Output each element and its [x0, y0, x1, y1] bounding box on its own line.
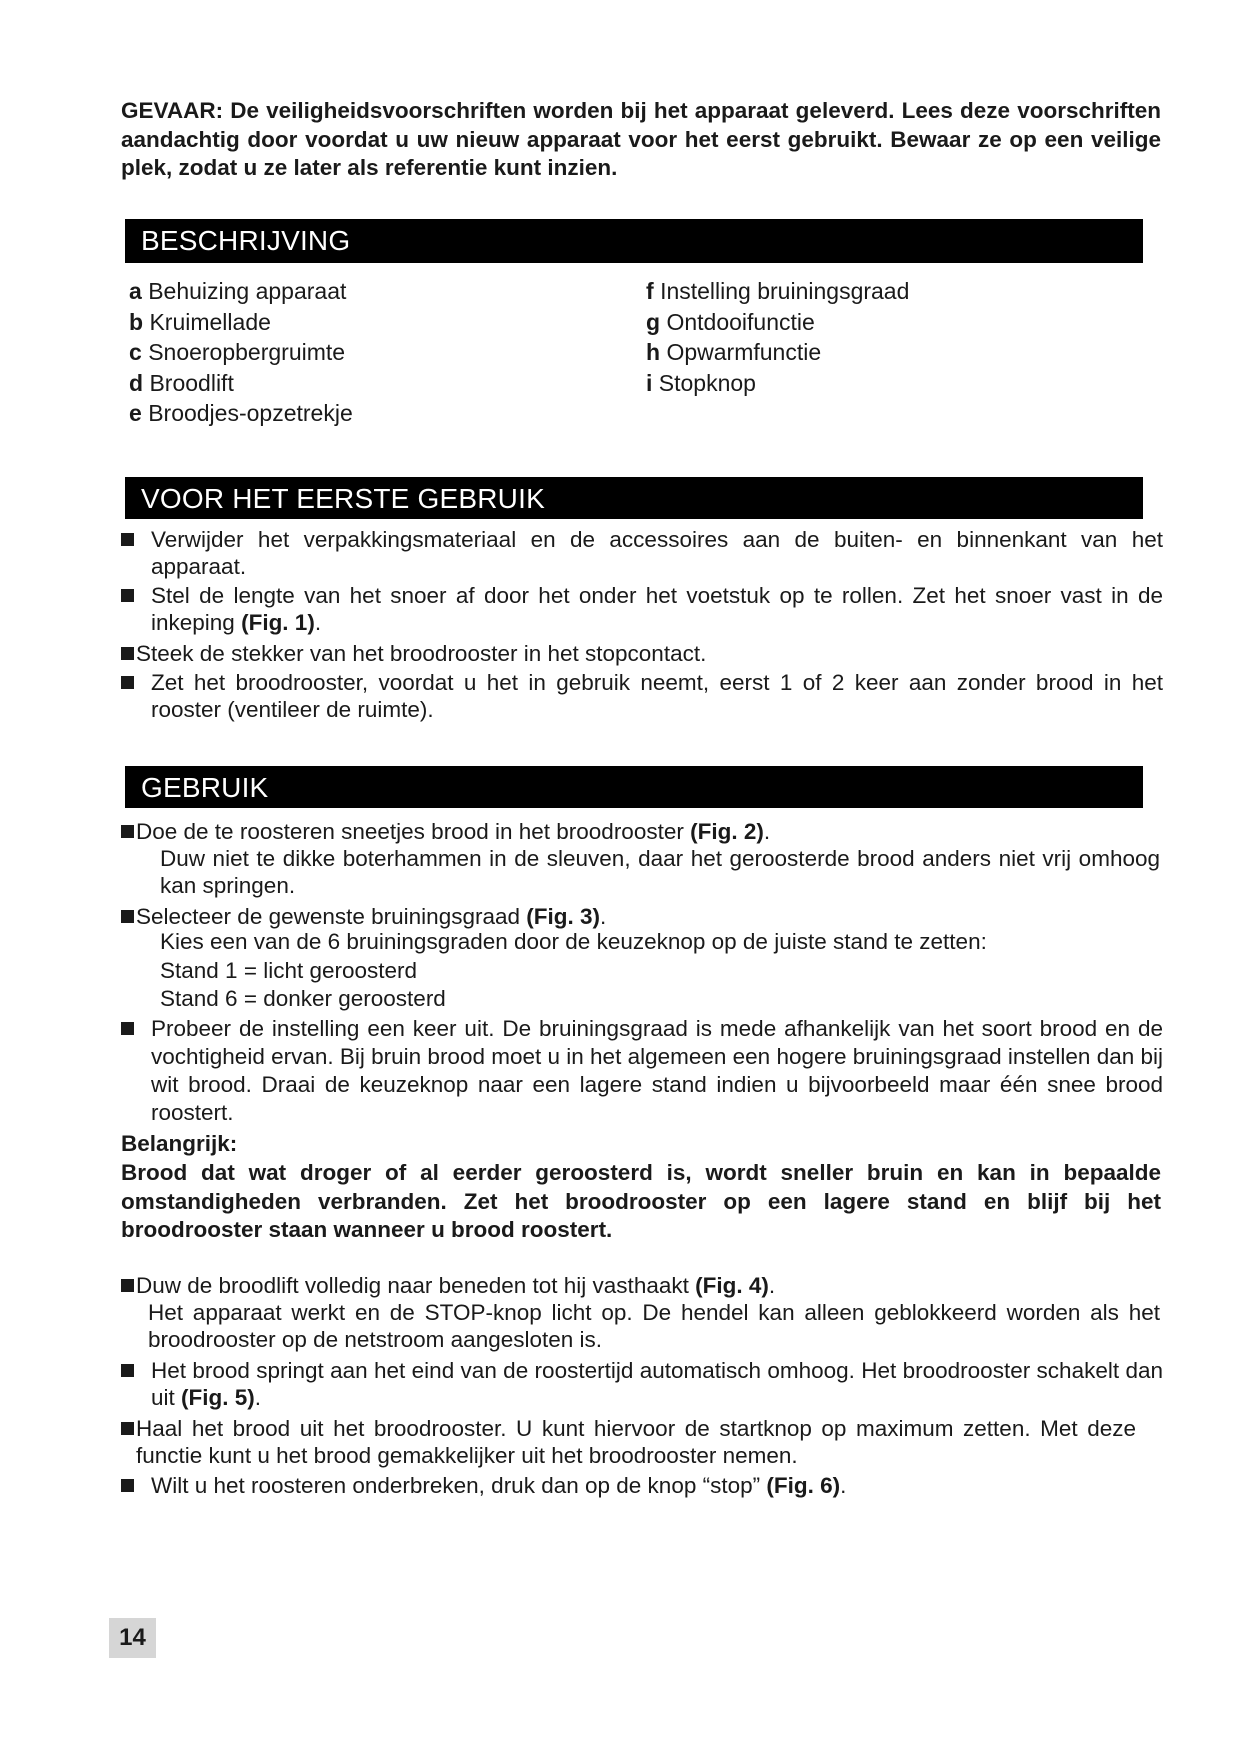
description-item: g Ontdooifunctie — [646, 308, 815, 335]
bullet-subtext: Kies een van de 6 bruiningsgraden door de keuzeknop op de juiste stand te zetten: — [160, 929, 987, 954]
bullet-subtext: Stand 1 = licht geroosterd — [160, 958, 418, 983]
bullet-square-icon — [121, 676, 134, 689]
manual-page: GEVAAR: De veiligheidsvoorschriften worden bij het apparaat geleverd. Lees deze voorschriften aandachtig door voordat u uw nieuw apparaat voor het eerst gebruikt. Bewaar ze op een veilige plek, zodat u ze later als referentie kunt inzien. BESCHRIJVING a Behuizing apparaat b Kruimellade c Snoeropbergruimte d Broodlift e Broodjes-opzetrekje f Instelling bruiningsgraad g Ontdooifunctie h Opwarmfunctie i Stopknop VOOR HET EERSTE GEBRUIK Verwijder het verpakkingsmateriaal en de accessoires aan de buiten- en binnenkant van het apparaat. Stel de lengte van het snoer af door het onder het voetstuk op te rollen. Zet het snoer vast in de inkeping (Fig. 1). Steek de stekker van het broodrooster in het stopcontact. Zet het broodrooster, voordat u het in gebruik neemt, eerst 1 of 2 keer aan zonder brood in het rooster (ventileer de ruimte). GEBRUIK Doe de te roosteren sneetjes brood in het broodrooster (Fig. 2). Duw niet te dikke boterhammen in de sleuven, daar het geroosterde brood anders niet vrij omhoog kan springen. Selecteer de gewenste bruiningsgraad (Fig. 3). Kies een van de 6 bruiningsgraden door de keuzeknop op de juiste stand te zetten: Stand 1 = licht geroosterd Stand 6 = donker geroosterd Probeer de instelling een keer uit. De bruiningsgraad is mede afhankelijk van het soort brood en de vochtigheid ervan. Bij bruin brood moet u in het algemeen een hogere bruiningsgraad instellen dan bij wit brood. Draai de keuzeknop naar een lagere stand indien u bijvoorbeeld maar één snee brood roostert. Belangrijk: Brood dat wat droger of al eerder geroosterd is, wordt sneller bruin en kan in bepaalde omstandigheden verbranden. Zet het broodrooster op een lagere stand en blijf bij het broodrooster staan wanneer u brood roostert. Duw de broodlift volledig naar beneden tot hij vasthaakt (Fig. 4). Het apparaat werkt en de STOP-knop licht op. De hendel kan alleen geblokkeerd worden als het broodrooster op de netstroom aangesloten is. Het brood springt aan het eind van de roostertijd automatisch omhoog. Het broodrooster schakelt dan uit (Fig. 5). Haal het brood uit het broodrooster. U kunt hiervoor de startknop op maximum zetten. Met deze functie kunt u het brood gemakkelijker uit het broodrooster nemen. Wilt u het roosteren onderbreken, druk dan op de knop “stop” (Fig. 6). 14 — [0, 0, 1241, 1754]
description-item: e Broodjes-opzetrekje — [129, 400, 353, 427]
bullet-square-icon — [121, 1364, 134, 1377]
important-label: Belangrijk: — [121, 1131, 238, 1156]
description-item: d Broodlift — [129, 369, 234, 396]
bullet-square-icon — [121, 533, 134, 546]
section-header-voor-het-eerste-gebruik — [125, 477, 1143, 519]
bullet-subtext: Stand 6 = donker geroosterd — [160, 986, 446, 1011]
page-number: 14 — [109, 1618, 156, 1658]
description-item: b Kruimellade — [129, 308, 271, 335]
section-header-gebruik — [125, 766, 1143, 808]
description-item: h Opwarmfunctie — [646, 339, 822, 366]
bullet-square-icon — [121, 1279, 134, 1292]
description-item: c Snoeropbergruimte — [129, 339, 346, 366]
safety-warning: GEVAAR: De veiligheidsvoorschriften worden bij het apparaat geleverd. Lees deze voorschriften aandachtig door voordat u uw nieuw apparaat voor het eerst gebruikt. Bewaar ze op een veilige plek, zodat u ze later als referentie kunt inzien. — [121, 98, 1161, 180]
section-header-beschrijving — [125, 219, 1143, 263]
bullet-square-icon — [121, 1479, 134, 1492]
bullet-square-icon — [121, 647, 134, 660]
bullet-square-icon — [121, 589, 134, 602]
description-item: i Stopknop — [646, 369, 756, 396]
bullet-square-icon — [121, 1022, 134, 1035]
section-title: BESCHRIJVING — [141, 225, 351, 256]
bullet-square-icon — [121, 825, 134, 838]
section-title: GEBRUIK — [141, 772, 269, 803]
description-item: a Behuizing apparaat — [129, 278, 347, 304]
bullet-subtext: Het apparaat werkt en de STOP-knop licht op. De hendel kan alleen geblokkeerd worden als het broodrooster op de netstroom aangesloten is. — [148, 1300, 1160, 1352]
bullet-subtext: Duw niet te dikke boterhammen in de sleuven, daar het geroosterde brood anders niet vrij omhoog kan springen. — [160, 846, 1160, 898]
description-list-right — [646, 276, 909, 398]
description-item: f Instelling bruiningsgraad — [646, 278, 910, 304]
important-text: Brood dat wat droger of al eerder geroosterd is, wordt sneller bruin en kan in bepaalde omstandigheden verbranden. Zet het broodrooster op een lagere stand en blijf bij het broodrooster staan wanneer u brood roostert. — [121, 1160, 1161, 1242]
bullet-square-icon — [121, 910, 134, 923]
section-title: VOOR HET EERSTE GEBRUIK — [141, 483, 545, 514]
description-list-left — [129, 276, 353, 429]
bullet-square-icon — [121, 1422, 134, 1435]
